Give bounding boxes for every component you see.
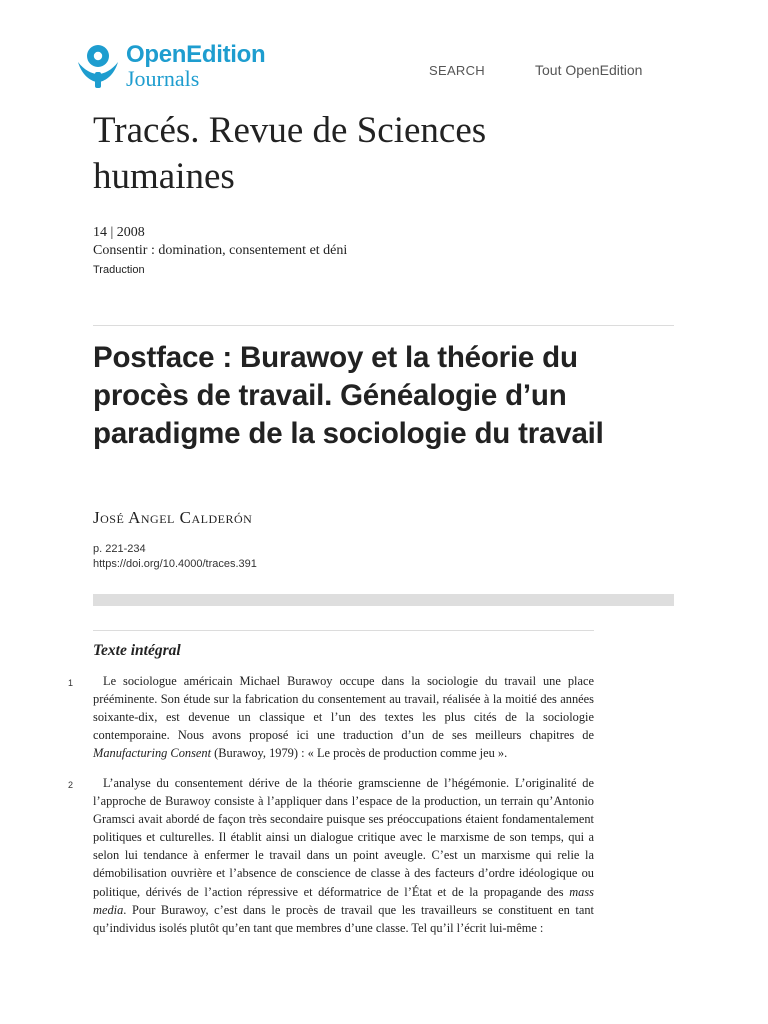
journal-title[interactable]: Tracés. Revue de Sciences humaines <box>93 110 487 197</box>
book-title: Manufacturing Consent <box>93 746 212 761</box>
logo-sub-text: Journals <box>126 66 200 91</box>
openedition-logo[interactable] <box>76 42 265 90</box>
paragraph-text: Le sociologue américain Michael Burawoy occupe dans la sociologie du travail une place prééminente. Son étude sur la fabrication du consentement au travail, réalisée à la moitié des années soixante-dix, est devenue un classique et l’un des textes les plus cités de la sociologie contemporaine. Nous avons proposé ici une traduction d’un de ses meilleurs chapitres de <box>93 674 594 743</box>
nav-tout-openedition-link[interactable]: Tout OpenEdition <box>535 62 643 78</box>
divider <box>93 630 594 631</box>
issue-theme-link[interactable]: Consentir : domination, consentement et déni <box>93 243 348 258</box>
issue-meta <box>93 224 347 278</box>
page-range: p. 221-234 <box>93 543 146 555</box>
doi-link[interactable]: https://doi.org/10.4000/traces.391 <box>93 558 257 570</box>
divider <box>93 325 674 326</box>
paragraph-text: . Pour Burawoy, c’est dans le procès de travail que les travailleurs se constituent en tant qu’individus isolés plutôt qu’en tant que membres d’une classe. Tel qu’il l’écrit lui-même : <box>93 902 594 935</box>
section-heading: Texte intégral <box>93 642 181 659</box>
nav-search-link[interactable]: SEARCH <box>429 63 485 78</box>
author-link[interactable]: José Angel Calderón <box>93 508 253 527</box>
paragraph <box>93 672 594 762</box>
paragraph-text: (Burawoy, 1979) : « Le procès de production comme jeu ». <box>211 746 508 761</box>
issue-number-link[interactable]: 14 | 2008 <box>93 225 145 240</box>
paragraph-number[interactable]: 2 <box>68 780 74 790</box>
paragraph <box>93 774 594 937</box>
logo-brand-text: OpenEdition <box>126 41 266 68</box>
openedition-flower-icon <box>76 42 120 90</box>
document-type-label: Traduction <box>93 264 145 276</box>
paragraph-text: L’analyse du consentement dérive de la théorie gramscienne de l’hégémonie. L’originalité de l’approche de Burawoy consiste à l’appliquer dans l’espace de la production, un terrain qu’Antonio Gramsci avait abordé de façon très secondaire puisque ses préoccupations étaient fondamentalement politiques et culturelles. Il établit ainsi un dialogue critique avec le marxisme de son temps, qui a selon lui tendance à enfermer le travail dans un point aveugle. C’est un marxisme qui relie la démobilisation ouvrière et l’absence de conscience de classe à des facteurs d’ordre idéologique ou politique, dérivés de l’action répressive et déformatrice de l’État et de la propagande des <box>93 776 594 899</box>
paragraph-number[interactable]: 1 <box>68 678 74 688</box>
article-title: Postface : Burawoy et la théorie du procès de travail. Généalogie d’un paradigme de la sociologie du travail <box>93 341 604 450</box>
emphasis-text: mass media <box>93 884 594 917</box>
toolbar-bar <box>93 594 674 606</box>
